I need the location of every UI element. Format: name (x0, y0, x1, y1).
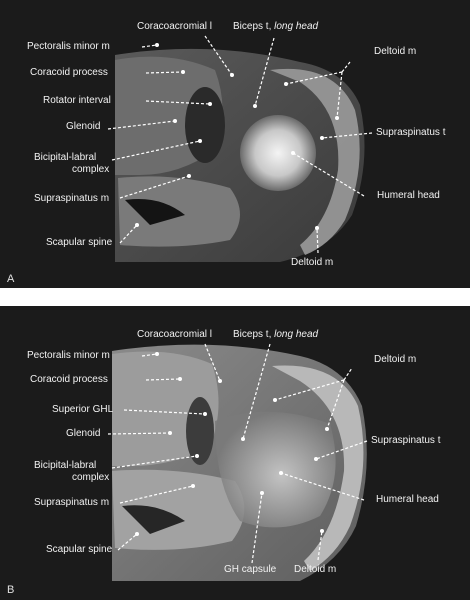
label-humeral-head: Humeral head (377, 190, 440, 201)
label-glenoid: Glenoid (66, 121, 101, 132)
label-coracoacromial: Coracoacromial l (137, 329, 213, 340)
label-supraspinatus-t: Supraspinatus t (376, 127, 446, 138)
label-supraspinatus-t: Supraspinatus t (371, 435, 441, 446)
panel-letter-a: A (7, 273, 15, 285)
label-scapular-spine: Scapular spine (46, 544, 113, 555)
label-pectoralis-minor: Pectoralis minor m (27, 41, 110, 52)
panel-b (0, 306, 470, 600)
label-biceps-t: Biceps t, (233, 329, 272, 340)
label-pectoralis-minor: Pectoralis minor m (27, 350, 110, 361)
label-bicipital-labral: Bicipital-labral (34, 460, 97, 471)
label-biceps-long-head (233, 329, 318, 341)
label-biceps-t: Biceps t, (233, 21, 272, 32)
label-rotator-interval: Rotator interval (43, 95, 111, 106)
label-long-head: long head (274, 21, 319, 32)
panel-a (0, 0, 470, 288)
label-coracoid-process: Coracoid process (30, 374, 108, 385)
label-bicipital-labral: Bicipital-labral (34, 152, 97, 163)
label-superior-ghl: Superior GHL (52, 404, 114, 415)
label-deltoid-bottom: Deltoid m (294, 564, 337, 575)
label-deltoid-top: Deltoid m (374, 46, 417, 57)
label-long-head: long head (274, 329, 319, 340)
label-deltoid-top: Deltoid m (374, 354, 417, 365)
label-supraspinatus-m: Supraspinatus m (34, 497, 110, 508)
label-coracoacromial: Coracoacromial l (137, 21, 213, 32)
label-scapular-spine: Scapular spine (46, 237, 113, 248)
label-biceps-long-head (233, 21, 318, 33)
label-coracoid-process: Coracoid process (30, 67, 108, 78)
label-humeral-head: Humeral head (376, 494, 439, 505)
panel-letter-b: B (7, 584, 15, 596)
label-deltoid-bottom: Deltoid m (291, 257, 334, 268)
label-bicipital-labral-complex: complex (72, 164, 110, 175)
label-supraspinatus-m: Supraspinatus m (34, 193, 110, 204)
label-gh-capsule: GH capsule (224, 564, 277, 575)
label-glenoid: Glenoid (66, 428, 101, 439)
label-bicipital-labral-complex: complex (72, 472, 110, 483)
